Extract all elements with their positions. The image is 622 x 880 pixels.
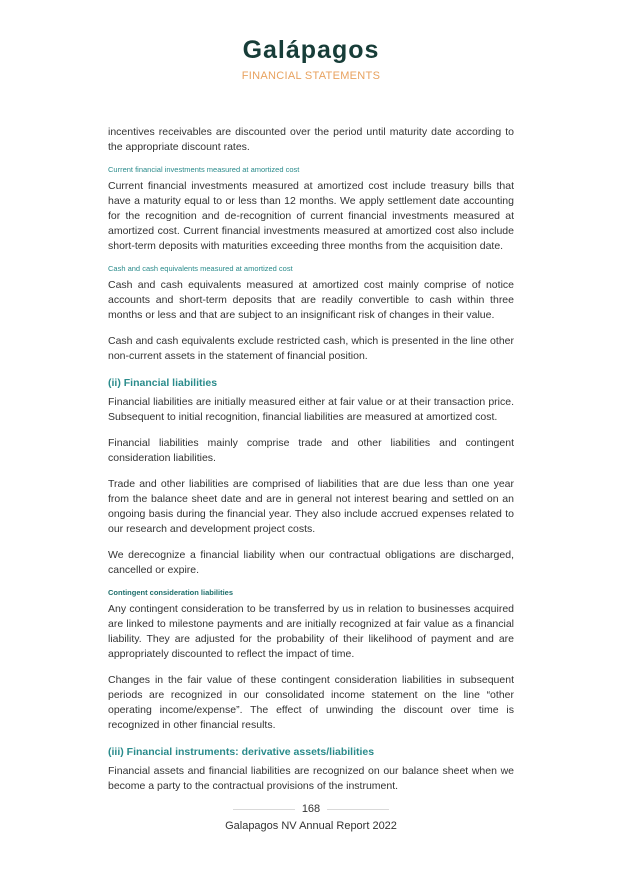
divider-right (327, 809, 389, 810)
page-number-row (0, 803, 622, 815)
divider-left (233, 809, 295, 810)
paragraph: Any contingent consideration to be transferred by us in relation to businesses acquired are linked to milestone payments and are initially recognized at fair value as a financial liability. They are adjusted for the probability of their likelihood of payment and are appropriately discounted to reflect the impact of time. (108, 603, 514, 660)
paragraph: We derecognize a financial liability when our contractual obligations are discharged, cancelled or expire. (108, 549, 514, 576)
page-body (108, 125, 514, 794)
subheading-contingent-consideration: Contingent consideration liabilities (108, 588, 234, 597)
paragraph: incentives receivables are discounted over the period until maturity date according to the appropriate discount rates. (108, 126, 514, 153)
report-title: Galapagos NV Annual Report 2022 (225, 820, 397, 832)
paragraph: Cash and cash equivalents measured at amortized cost mainly comprise of notice accounts and short-term deposits that are readily convertible to cash within three months or less and that are subject to an insignificant risk of changes in their value. (108, 279, 514, 321)
logo-text: Galápagos (242, 36, 380, 64)
subheading-current-financial-investments: Current financial investments measured at amortized cost (108, 165, 300, 174)
paragraph: Trade and other liabilities are comprised of liabilities that are due less than one year from the balance sheet date and are in general not interest bearing and settled on an ongoing basis during the financial year. They also include accrued expenses related to our research and development project costs. (108, 478, 514, 535)
paragraph: Cash and cash equivalents exclude restricted cash, which is presented in the line other non-current assets in the statement of financial position. (108, 335, 514, 362)
subheading-cash-equivalents: Cash and cash equivalents measured at amortized cost (108, 264, 293, 273)
paragraph: Financial liabilities are initially measured either at fair value or at their transaction price. Subsequent to initial recognition, financial liabilities are measured at amortized cost. (108, 396, 514, 423)
page-number: 168 (301, 803, 321, 815)
paragraph: Financial liabilities mainly comprise trade and other liabilities and contingent consideration liabilities. (108, 437, 514, 464)
heading-derivative-instruments: (iii) Financial instruments: derivative assets/liabilities (108, 746, 375, 758)
page-header (0, 36, 622, 82)
page-footer (0, 803, 622, 832)
heading-financial-liabilities: (ii) Financial liabilities (108, 377, 218, 389)
section-label: FINANCIAL STATEMENTS (241, 70, 381, 82)
paragraph: Financial assets and financial liabilities are recognized on our balance sheet when we become a party to the contractual provisions of the instrument. (108, 765, 514, 792)
paragraph: Changes in the fair value of these contingent consideration liabilities in subsequent periods are recognized in our consolidated income statement on the line “other operating income/expense”. The effect of unwinding the discount over time is recognized in other financial results. (108, 674, 514, 731)
galapagos-logo (0, 36, 622, 64)
paragraph: Current financial investments measured at amortized cost include treasury bills that have a maturity equal to or less than 12 months. We apply settlement date accounting for the recognition and de-recognition of current financial investments measured at amortized cost. Current financial investments measured at amortized cost also include short-term deposits with maturities exceeding three months from the acquisition date. (108, 180, 514, 252)
